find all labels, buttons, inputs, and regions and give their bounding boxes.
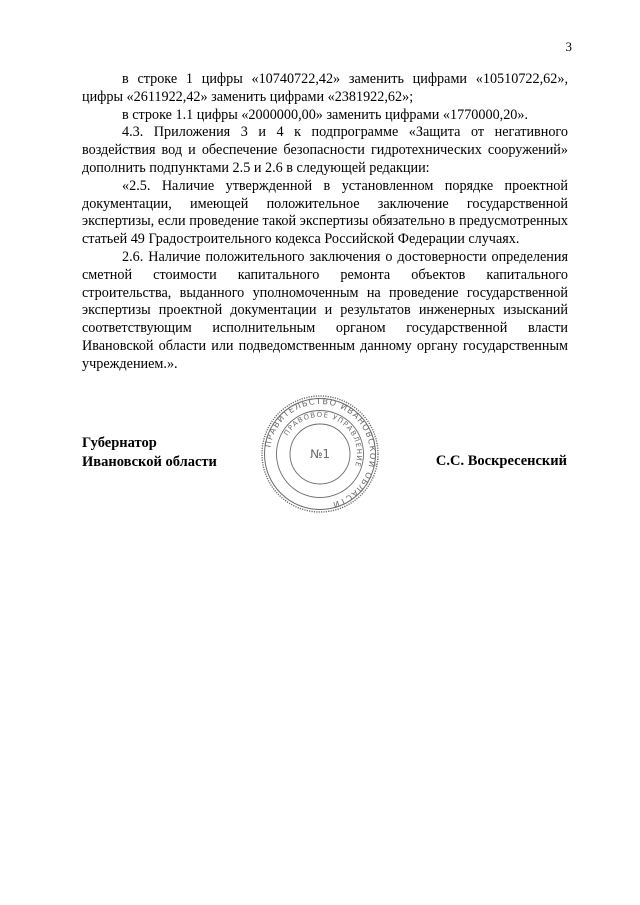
seal-outer-text: ПРАВИТЕЛЬСТВО ИВАНОВСКОЙ ОБЛАСТИ [262,395,379,511]
official-seal-stamp [260,394,380,514]
paragraph-2-5: «2.5. Наличие утвержденной в установленном порядке проектной документации, имеющей положительное заключение государственной экспертизы, если проведение такой экспертизы обязательно в предусмотренных статьей 49 Градостроительного кодекса Российской Федерации случаях. [82,177,568,248]
seal-number: №1 [309,447,331,461]
paragraph-2-6: 2.6. Наличие положительного заключения о достоверности определения сметной стоимости капитального ремонта объектов капитального строительства, выданного уполномоченным на проведение государственной экспертизы проектной документации и результатов инженерных изысканий соответствующим исполнительным органом государственной власти Ивановской области или подведомственным данному органу государственным учреждением.». [82,248,568,372]
signatory-title-line-2: Ивановской области [82,453,217,470]
paragraph-row-1-1: в строке 1.1 цифры «2000000,00» заменить цифрами «1770000,20». [122,106,529,123]
signatory-title [82,434,217,471]
paragraph-4-3: 4.3. Приложения 3 и 4 к подпрограмме «Защита от негативного воздействия вод и обеспечение безопасности гидротехнических сооружений» дополнить подпунктами 2.5 и 2.6 в следующей редакции: [82,124,568,176]
page-number: 3 [565,39,572,54]
seal-inner-text: ПРАВОВОЕ УПРАВЛЕНИЕ [282,410,364,469]
paragraph-row-1: в строке 1 цифры «10740722,42» заменить цифрами «10510722,62», цифры «2611922,42» заменить цифрами «2381922,62»; [82,71,568,105]
signatory-title-line-1: Губернатор [82,435,157,451]
signatory-name: С.С. Воскресенский [435,453,567,469]
document-body [82,71,568,374]
